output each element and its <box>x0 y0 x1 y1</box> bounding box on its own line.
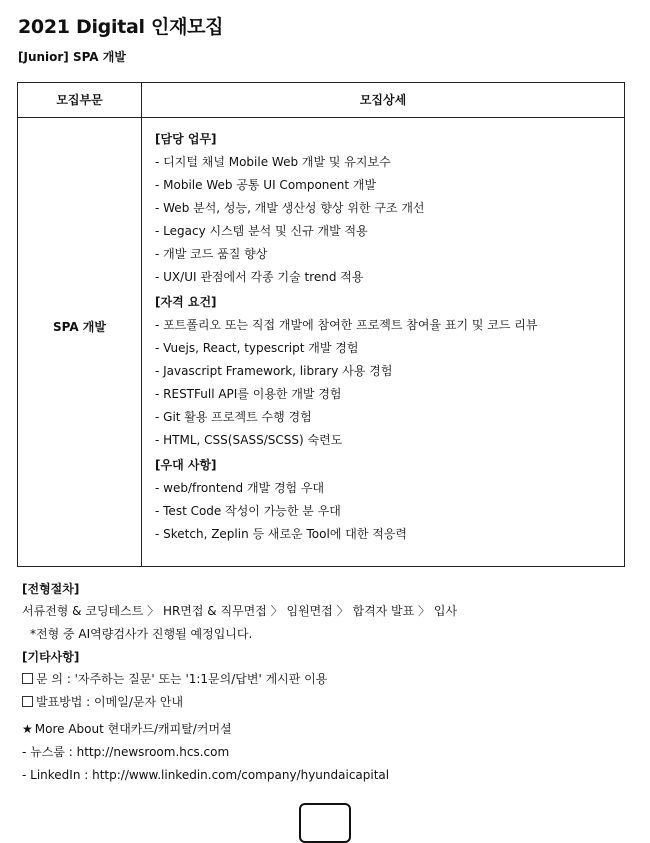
list-item: - 포트폴리오 또는 직접 개발에 참여한 프로젝트 참여율 표기 및 코드 리뷰 <box>155 318 538 332</box>
announce-line <box>22 691 640 714</box>
header-divider <box>18 117 624 118</box>
process-heading: [전형절차] <box>22 582 80 596</box>
recruitment-table <box>17 82 625 567</box>
newsroom-link[interactable]: - 뉴스룸 : http://newsroom.hcs.com <box>22 745 230 759</box>
list-item: - 개발 코드 품질 향상 <box>155 247 268 261</box>
more-about-text: More About 현대카드/캐피탈/커머셜 <box>34 722 232 736</box>
list-item: - Git 활용 프로젝트 수행 경험 <box>155 410 312 424</box>
list-item: - UX/UI 관점에서 각종 기술 trend 적용 <box>155 270 364 284</box>
list-item: - Sketch, Zeplin 등 새로운 Tool에 대한 적응력 <box>155 527 407 541</box>
job-subtitle: [Junior] SPA 개발 <box>18 50 126 64</box>
more-about-line <box>22 718 640 741</box>
linkedin-link[interactable]: - LinkedIn : http://www.linkedin.com/company/hyundaicapital <box>22 768 390 782</box>
column-header-category: 모집부문 <box>56 93 103 107</box>
list-item: - Legacy 시스템 분석 및 신규 개발 적용 <box>155 224 368 238</box>
list-item: - Javascript Framework, library 사용 경험 <box>155 364 393 378</box>
column-divider <box>141 83 142 566</box>
section-heading: [우대 사항] <box>155 458 217 472</box>
checkbox-square-icon <box>22 673 33 684</box>
list-item: - Vuejs, React, typescript 개발 경험 <box>155 341 359 355</box>
list-item: - web/frontend 개발 경험 우대 <box>155 481 325 495</box>
checkbox-square-icon <box>22 696 33 707</box>
section-heading: [자격 요건] <box>155 295 217 309</box>
section-duties <box>155 128 618 289</box>
bottom-button[interactable] <box>299 803 351 843</box>
inquiry-text: 문 의 : '자주하는 질문' 또는 '1:1문의/답변' 게시판 이용 <box>36 672 328 686</box>
list-item: - Test Code 작성이 가능한 분 우대 <box>155 504 341 518</box>
page-title: 2021 Digital 인재모집 <box>18 16 224 38</box>
star-icon: ★ <box>22 722 33 736</box>
category-cell: SPA 개발 <box>53 320 106 334</box>
list-item: - HTML, CSS(SASS/SCSS) 숙련도 <box>155 433 343 447</box>
announce-text: 발표방법 : 이메일/문자 안내 <box>36 695 184 709</box>
process-steps: 서류전형 & 코딩테스트 〉 HR면접 & 직무면접 〉 임원면접 〉 합격자 발표 〉 입사 <box>22 604 458 618</box>
section-preferred <box>155 454 618 546</box>
detail-cell <box>155 128 618 548</box>
etc-heading: [기타사항] <box>22 650 80 664</box>
section-requirements <box>155 291 618 452</box>
list-item: - Mobile Web 공통 UI Component 개발 <box>155 178 377 192</box>
list-item: - Web 분석, 성능, 개발 생산성 향상 위한 구조 개선 <box>155 201 425 215</box>
inquiry-line <box>22 668 640 691</box>
additional-info <box>22 578 640 787</box>
section-heading: [담당 업무] <box>155 132 217 146</box>
list-item: - RESTFull API를 이용한 개발 경험 <box>155 387 342 401</box>
process-note: *전형 중 AI역량검사가 진행될 예정입니다. <box>30 627 253 641</box>
column-header-detail: 모집상세 <box>359 93 407 107</box>
list-item: - 디지털 채널 Mobile Web 개발 및 유지보수 <box>155 155 391 169</box>
